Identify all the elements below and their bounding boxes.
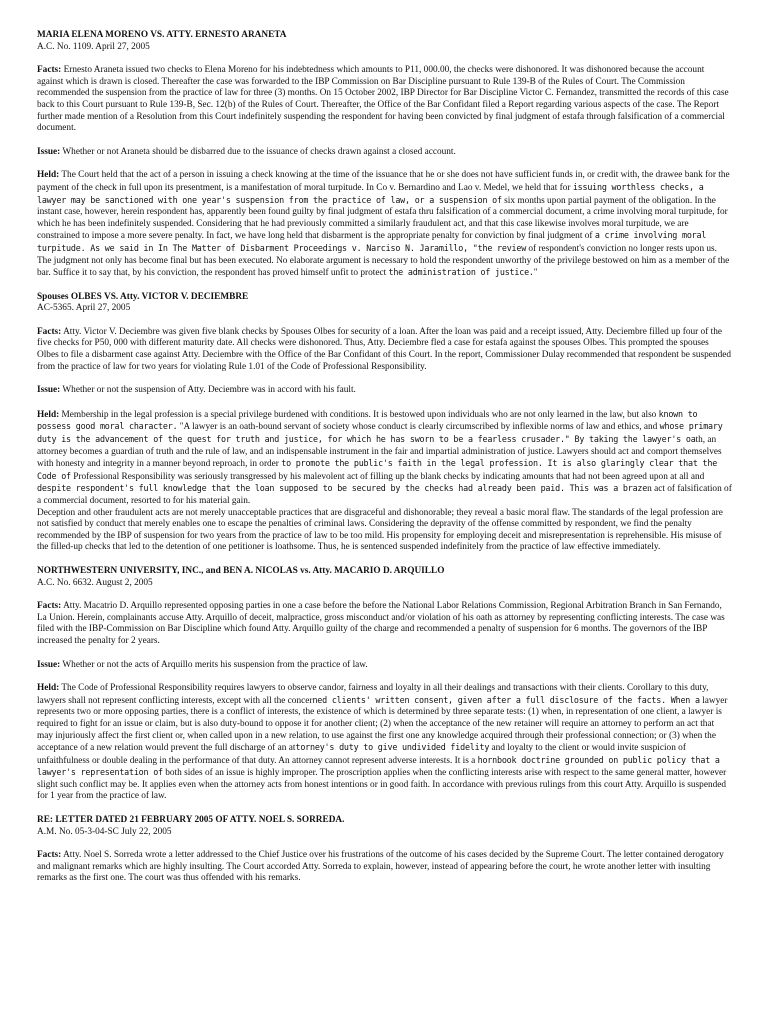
case-northwestern-vs-arquillo <box>37 566 732 803</box>
held-text: lawyer represents two or more opposing parties, there is a conflict of interests, the existence of which is determined by three separate tests: (1) when, in representation of one client, a lawyer is required to fight for an issue or claim, but is also duty-bound to oppose it for another client; (2) when the acceptance of the new retainer will require an attorney to perform an act that may injuriously affect the first client or, when called upon in a new relation, to use against the first one any knowledge acquired through their professional connection; or (3) when the acceptance of a new relation would prevent the full discharge of an at <box>37 695 728 754</box>
held-text: "A lawyer is an oath-bound servant of society whose conduct is clearly circumscribed by inflexible norms of law and ethics, and <box>177 422 660 433</box>
held-text-handwritten: despite respondent's full knowledge that the loan supposed to be secured by the checks had already been paid. This was a braze <box>37 483 648 494</box>
facts-label: Facts: <box>37 850 62 861</box>
facts-paragraph <box>37 65 732 135</box>
held-paragraph-continued: Deception and other fraudulent acts are not merely unacceptable practices that are disgraceful and dishonorable; they reveal a basic moral flaw. The standards of the legal profession are not satisfied by conduct that merely enables one to escape the penalties of criminal laws. Considering the depravity of the offense committed by respondent, we find the penalty recommended by the IBP of suspension for two years from the practice of law to be too mild. His propensity for employing deceit and misrepresentation is reprehensible. His misuse of the filled-up checks that led to the detention of one petitioner is loathsome. Thus, he is sentenced suspended indefinitely from the practice of law effective immediately. <box>37 507 723 553</box>
issue-text: Whether or not Araneta should be disbarred due to the issuance of checks drawn against a closed account. <box>60 146 456 157</box>
held-text: n act of falsification of a commercial document, resorted to for his material gain. <box>37 484 732 506</box>
held-text-handwritten: ned clients' written consent, given after a full disclosure of the facts. When a <box>312 694 700 705</box>
case-olbes-vs-deciembre <box>37 292 732 554</box>
issue-paragraph <box>37 385 732 397</box>
facts-label: Facts: <box>37 65 62 76</box>
issue-paragraph <box>37 660 732 672</box>
facts-text: Ernesto Araneta issued two checks to Elena Moreno for his indebtedness which amounts to P11, 000.00, the checks were dishonored. It was dishonored because the account against which is drawn is closed. Thereafter the case was forwarded to the IBP Commission on Bar Discipline pursuant to Rule 139-B of the Rules of Court. The Commission recommended the suspension from the practice of law for three (3) months. On 15 October 2002, IBP Director for Bar Discipline Victor C. Fernandez, transmitted the records of this case back to this Court pursuant to Rule 139-B, Sec. 12(b) of the Rules of Court. Thereafter, the Office of the Bar Confidant filed a Report regarding various aspects of the case. The Report further made mention of a Resolution from this Court indefinitely suspending the respondent for having been convicted by final judgment of estafa through falsification of a commercial document. <box>37 65 729 134</box>
issue-paragraph <box>37 147 732 159</box>
held-label: Held: <box>37 409 60 420</box>
facts-paragraph <box>37 327 732 373</box>
held-text: of respondent's conviction no longer rests upon us. The judgment not only has become final but has been executed. No elaborate argument is necessary to hold the respondent unworthy of the privilege bestowed on him as a member of the bar. Suffice it to say that, by his conviction, the respondent has proved himself unfit to protect <box>37 243 730 279</box>
held-text-handwritten: a crime involving moral turpitude. As we said in In The Matter of Disbarment Proceedings v. Narciso N. Jaramillo, "the review <box>37 230 707 253</box>
held-label: Held: <box>37 683 60 694</box>
case-title: MARIA ELENA MORENO VS. ATTY. ERNESTO ARANETA <box>37 30 287 40</box>
issue-text: Whether or not the acts of Arquillo merits his suspension from the practice of law. <box>60 659 368 670</box>
issue-text: Whether or not the suspension of Atty. Deciembre was in accord with his fault. <box>60 385 356 396</box>
facts-paragraph <box>37 601 732 647</box>
held-text: six months upon partial payment of the obligation. In the instant case, however, herein respondent has, apparently been found guilty by final judgment of estafa thru falsification of a commercial document, a crime involving moral turpitude, for which he has been indefinitely suspended. Considering that he had previously committed a similarly fraudulent act, and that this case likewise involves moral turpitude, we are constrained to impose a more severe penalty. In fact, we have long held that disbarment is the appropriate penalty for conviction by final judgment of <box>37 195 728 242</box>
held-text-handwritten: known to possess good moral character. <box>37 408 698 432</box>
facts-text: Atty. Victor V. Deciembre was given five blank checks by Spouses Olbes for security of a loan. After the loan was paid and a receipt issued, Atty. Deciembre filled up four of the five checks for P50, 000 with different maturity date. All checks were dishonored. Thus, Atty. Deciembre fled a case for estafa against the spouses Olbes. This prompted the spouses Olbes to file a disbarment case against Atty. Deciembre with the Office of the Bar Confidant of this Court. In the report, Commissioner Dulay recommended that respondent be suspended from the practice of law for two years for violating Rule 1.01 of the Code of Professional Responsibility. <box>37 326 731 372</box>
held-label: Held: <box>37 170 60 181</box>
held-text: " <box>533 268 538 279</box>
held-text: both sides of an issue is highly improper. The proscription applies when the conflicting interests arise with respect to the same general matter, however slight such conflict may be. It applies even when the attorney acts from honest intentions or in good faith. In accordance with previous rulings from this court Atty. Arquillo is suspended for 1 year from the practice of law. <box>37 768 727 802</box>
case-letter-sorreda <box>37 815 732 885</box>
held-text: Membership in the legal profession is a special privilege burdened with conditions. It is bestowed upon individuals who are not only learned in the law, but also <box>59 409 659 420</box>
held-text: Professional Responsibility was seriously transgressed by his malevolent act of filling up the blank checks by indicating amounts that had not been agreed upon at all and <box>70 471 705 482</box>
case-citation: A.M. No. 05-3-04-SC July 22, 2005 <box>37 826 172 837</box>
held-paragraph <box>37 683 732 803</box>
facts-label: Facts: <box>37 601 62 612</box>
facts-text: Atty. Noel S. Sorreda wrote a letter addressed to the Chief Justice over his frustrations of the outcome of his cases decided by the Supreme Court. The letter contained derogatory and malignant remarks which are highly insulting. The Court accorded Atty. Sorreda to explain, however, instead of appearing before the court, he wrote another letter with insulting remarks as the first one. The court was thus offended with his remarks. <box>37 850 724 884</box>
facts-label: Facts: <box>37 326 62 337</box>
case-title: RE: LETTER DATED 21 FEBRUARY 2005 OF ATTY. NOEL S. SORREDA. <box>37 815 345 826</box>
held-text: The Court held that the act of a person in issuing a check knowing at the time of the issuance that he or she does not have sufficient funds in, or credit with, the drawee bank for the payment of the check in full upon its presentment, is a manifestation of moral turpitude. In Co v. Bernardino and Lao v. Medel, we held that for <box>37 170 730 193</box>
held-text-handwritten: to promote the public's faith in the legal profession. It is also glaringly clear that the Code of <box>37 458 718 481</box>
held-text: th, an attorney becomes a guardian of truth and the rule of law, and an indispensable instrument in the fair and impartial administration of justice. Lawyers should act and comport themselves with honesty and integrity in a manner beyond reproach, in order <box>37 435 722 470</box>
held-paragraph <box>37 170 732 279</box>
case-citation: A.C. No. 6632. August 2, 2005 <box>37 577 153 588</box>
held-text: and loyalty to the client or would invite suspicion of unfaithfulness or double dealing in the performance of that duty. An attorney cannot represent adverse interests. It is a <box>37 743 686 766</box>
held-text-handwritten: the administration of justice. <box>388 267 534 278</box>
case-citation: AC-5365. April 27, 2005 <box>37 303 131 314</box>
issue-label: Issue: <box>37 146 61 157</box>
case-title: Spouses OLBES VS. Atty. VICTOR V. DECIEMBRE <box>37 291 249 302</box>
held-paragraph <box>37 409 732 508</box>
case-moreno-vs-araneta <box>37 30 732 280</box>
issue-label: Issue: <box>37 659 61 670</box>
case-citation: A.C. No. 1109. April 27, 2005 <box>37 41 150 52</box>
facts-paragraph <box>37 850 732 885</box>
held-text: The Code of Professional Responsibility requires lawyers to observe candor, fairness and loyalty in all their dealings and transactions with their clients. Corollary to this duty, lawyers shall not represent conflicting interests, except with all the concer <box>37 683 709 706</box>
held-text-handwritten: torney's duty to give undivided fidelity <box>295 742 490 753</box>
held-text-handwritten: issuing worthless checks, a lawyer may be sanctioned with one year's suspension from the practice of law, or a suspension of <box>37 181 704 205</box>
held-text-handwritten: whose primary duty is the advancement of the quest for truth and justice, for which he has sworn to be a fearless crusader." By taking the lawyer's oa <box>37 421 723 445</box>
issue-label: Issue: <box>37 385 61 396</box>
held-text-handwritten: hornbook doctrine grounded on public policy that a lawyer's representation of <box>37 754 720 778</box>
facts-text: Atty. Macatrio D. Arquillo represented opposing parties in one a case before the before the National Labor Relations Commission, Regional Arbitration Branch in San Fernando, La Union. Herein, complainants accuse Atty. Arquillo of deceit, malpractice, gross misconduct and/or violation of his oath as attorney by representing conflicting interests. The case was filed with the IBP-Commission on Bar Discipline which found Atty. Arquillo guilty of the charge and recommended a penalty of suspension for 6 months. The governors of the IBP increased the penalty for 2 years. <box>37 601 725 646</box>
case-title: NORTHWESTERN UNIVERSITY, INC., and BEN A. NICOLAS vs. Atty. MACARIO D. ARQUILLO <box>37 565 445 576</box>
